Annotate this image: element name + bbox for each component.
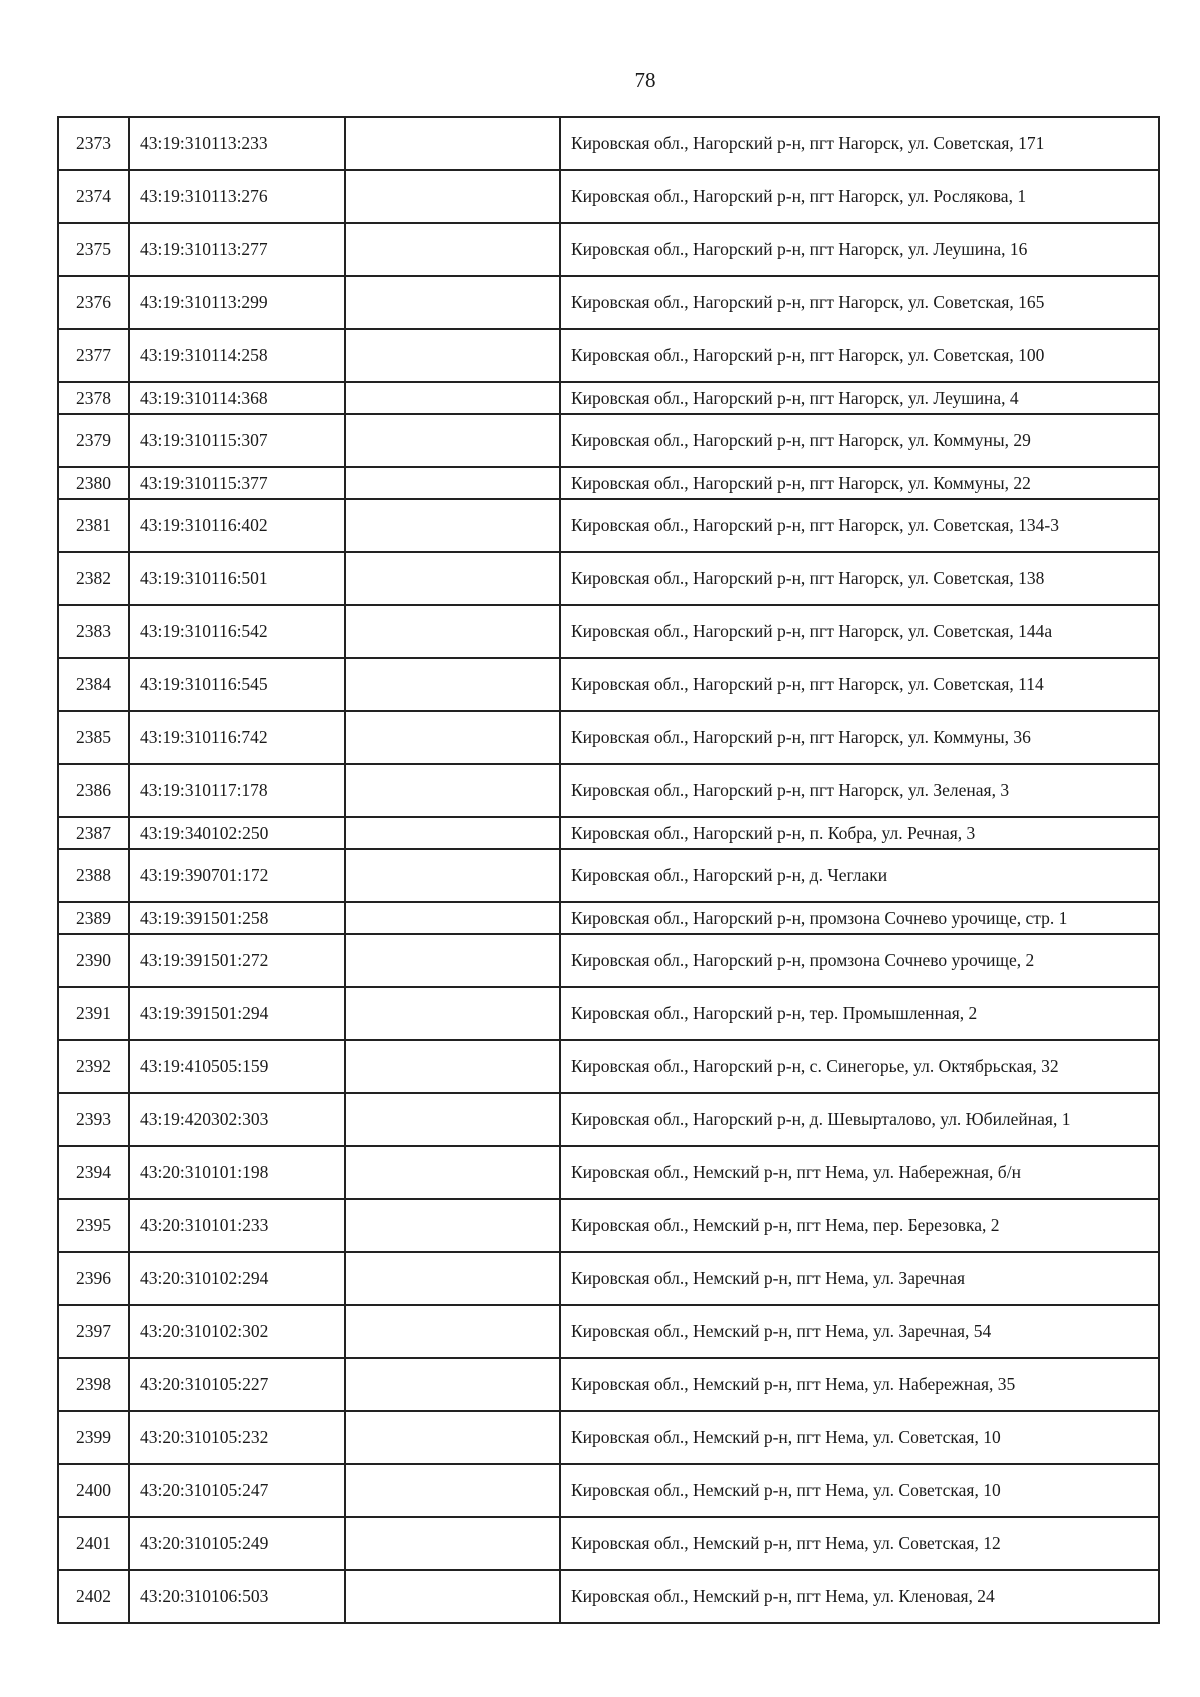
row-number-cell: 2381 <box>58 499 129 552</box>
table-row <box>58 1146 1159 1199</box>
cadastral-number-cell: 43:20:310101:198 <box>129 1146 345 1199</box>
row-number-cell: 2400 <box>58 1464 129 1517</box>
address-cell: Кировская обл., Нагорский р-н, пгт Нагорск, ул. Советская, 165 <box>560 276 1159 329</box>
address-cell: Кировская обл., Немский р-н, пгт Нема, ул. Советская, 10 <box>560 1411 1159 1464</box>
address-cell: Кировская обл., Нагорский р-н, пгт Нагорск, ул. Рослякова, 1 <box>560 170 1159 223</box>
address-cell: Кировская обл., Нагорский р-н, тер. Промышленная, 2 <box>560 987 1159 1040</box>
empty-cell <box>345 1358 560 1411</box>
row-number-cell: 2378 <box>58 382 129 414</box>
row-number-cell: 2392 <box>58 1040 129 1093</box>
table-row <box>58 1517 1159 1570</box>
row-number-cell: 2382 <box>58 552 129 605</box>
cadastral-number-cell: 43:20:310106:503 <box>129 1570 345 1623</box>
table-row <box>58 987 1159 1040</box>
cadastral-number-cell: 43:19:310114:368 <box>129 382 345 414</box>
table-row <box>58 414 1159 467</box>
table-row <box>58 170 1159 223</box>
empty-cell <box>345 414 560 467</box>
empty-cell <box>345 605 560 658</box>
empty-cell <box>345 1517 560 1570</box>
empty-cell <box>345 658 560 711</box>
address-cell: Кировская обл., Нагорский р-н, пгт Нагорск, ул. Зеленая, 3 <box>560 764 1159 817</box>
row-number-cell: 2389 <box>58 902 129 934</box>
row-number-cell: 2385 <box>58 711 129 764</box>
cadastral-number-cell: 43:19:310116:402 <box>129 499 345 552</box>
table-row <box>58 1199 1159 1252</box>
table-row <box>58 1093 1159 1146</box>
row-number-cell: 2394 <box>58 1146 129 1199</box>
table-row <box>58 1358 1159 1411</box>
table-row <box>58 117 1159 170</box>
row-number-cell: 2384 <box>58 658 129 711</box>
cadastral-number-cell: 43:20:310105:249 <box>129 1517 345 1570</box>
address-cell: Кировская обл., Немский р-н, пгт Нема, ул. Кленовая, 24 <box>560 1570 1159 1623</box>
row-number-cell: 2373 <box>58 117 129 170</box>
address-cell: Кировская обл., Немский р-н, пгт Нема, ул. Заречная, 54 <box>560 1305 1159 1358</box>
empty-cell <box>345 1093 560 1146</box>
address-cell: Кировская обл., Нагорский р-н, пгт Нагорск, ул. Советская, 134-3 <box>560 499 1159 552</box>
table-row <box>58 849 1159 902</box>
empty-cell <box>345 329 560 382</box>
table-row <box>58 1252 1159 1305</box>
empty-cell <box>345 1570 560 1623</box>
empty-cell <box>345 764 560 817</box>
row-number-cell: 2402 <box>58 1570 129 1623</box>
cadastral-number-cell: 43:19:310113:277 <box>129 223 345 276</box>
address-cell: Кировская обл., Нагорский р-н, пгт Нагорск, ул. Советская, 171 <box>560 117 1159 170</box>
row-number-cell: 2380 <box>58 467 129 499</box>
empty-cell <box>345 1305 560 1358</box>
row-number-cell: 2386 <box>58 764 129 817</box>
table-row <box>58 223 1159 276</box>
address-cell: Кировская обл., Нагорский р-н, пгт Нагорск, ул. Советская, 114 <box>560 658 1159 711</box>
empty-cell <box>345 276 560 329</box>
row-number-cell: 2383 <box>58 605 129 658</box>
address-cell: Кировская обл., Немский р-н, пгт Нема, ул. Набережная, 35 <box>560 1358 1159 1411</box>
table-row <box>58 764 1159 817</box>
address-cell: Кировская обл., Нагорский р-н, пгт Нагорск, ул. Советская, 144а <box>560 605 1159 658</box>
empty-cell <box>345 170 560 223</box>
address-cell: Кировская обл., Нагорский р-н, д. Чеглаки <box>560 849 1159 902</box>
cadastral-number-cell: 43:19:310116:742 <box>129 711 345 764</box>
row-number-cell: 2377 <box>58 329 129 382</box>
cadastral-number-cell: 43:20:310105:232 <box>129 1411 345 1464</box>
table-row <box>58 934 1159 987</box>
property-table-body <box>58 117 1159 1623</box>
row-number-cell: 2399 <box>58 1411 129 1464</box>
row-number-cell: 2376 <box>58 276 129 329</box>
table-row <box>58 276 1159 329</box>
table-row <box>58 902 1159 934</box>
cadastral-number-cell: 43:19:310113:276 <box>129 170 345 223</box>
empty-cell <box>345 1411 560 1464</box>
cadastral-number-cell: 43:19:310115:307 <box>129 414 345 467</box>
row-number-cell: 2374 <box>58 170 129 223</box>
address-cell: Кировская обл., Нагорский р-н, промзона Сочнево урочище, стр. 1 <box>560 902 1159 934</box>
address-cell: Кировская обл., Немский р-н, пгт Нема, ул. Советская, 12 <box>560 1517 1159 1570</box>
row-number-cell: 2397 <box>58 1305 129 1358</box>
address-cell: Кировская обл., Немский р-н, пгт Нема, ул. Заречная <box>560 1252 1159 1305</box>
cadastral-number-cell: 43:19:391501:294 <box>129 987 345 1040</box>
cadastral-number-cell: 43:19:310115:377 <box>129 467 345 499</box>
property-table <box>57 116 1160 1624</box>
row-number-cell: 2387 <box>58 817 129 849</box>
cadastral-number-cell: 43:19:390701:172 <box>129 849 345 902</box>
address-cell: Кировская обл., Нагорский р-н, пгт Нагорск, ул. Коммуны, 29 <box>560 414 1159 467</box>
table-row <box>58 1570 1159 1623</box>
empty-cell <box>345 1040 560 1093</box>
empty-cell <box>345 817 560 849</box>
address-cell: Кировская обл., Нагорский р-н, п. Кобра, ул. Речная, 3 <box>560 817 1159 849</box>
cadastral-number-cell: 43:19:310116:542 <box>129 605 345 658</box>
empty-cell <box>345 1199 560 1252</box>
row-number-cell: 2393 <box>58 1093 129 1146</box>
empty-cell <box>345 902 560 934</box>
cadastral-number-cell: 43:20:310101:233 <box>129 1199 345 1252</box>
address-cell: Кировская обл., Нагорский р-н, д. Шевырталово, ул. Юбилейная, 1 <box>560 1093 1159 1146</box>
cadastral-number-cell: 43:20:310102:302 <box>129 1305 345 1358</box>
cadastral-number-cell: 43:19:310117:178 <box>129 764 345 817</box>
cadastral-number-cell: 43:19:310113:299 <box>129 276 345 329</box>
cadastral-number-cell: 43:19:391501:272 <box>129 934 345 987</box>
row-number-cell: 2379 <box>58 414 129 467</box>
row-number-cell: 2395 <box>58 1199 129 1252</box>
table-row <box>58 329 1159 382</box>
table-row <box>58 1464 1159 1517</box>
table-row <box>58 1040 1159 1093</box>
empty-cell <box>345 1146 560 1199</box>
address-cell: Кировская обл., Нагорский р-н, промзона Сочнево урочище, 2 <box>560 934 1159 987</box>
cadastral-number-cell: 43:19:420302:303 <box>129 1093 345 1146</box>
row-number-cell: 2375 <box>58 223 129 276</box>
empty-cell <box>345 934 560 987</box>
empty-cell <box>345 1464 560 1517</box>
page-number: 78 <box>634 68 656 92</box>
empty-cell <box>345 382 560 414</box>
cadastral-number-cell: 43:19:410505:159 <box>129 1040 345 1093</box>
cadastral-number-cell: 43:19:310113:233 <box>129 117 345 170</box>
row-number-cell: 2396 <box>58 1252 129 1305</box>
cadastral-number-cell: 43:19:310114:258 <box>129 329 345 382</box>
cadastral-number-cell: 43:19:340102:250 <box>129 817 345 849</box>
table-row <box>58 605 1159 658</box>
table-row <box>58 711 1159 764</box>
address-cell: Кировская обл., Немский р-н, пгт Нема, ул. Набережная, б/н <box>560 1146 1159 1199</box>
empty-cell <box>345 552 560 605</box>
cadastral-number-cell: 43:20:310105:247 <box>129 1464 345 1517</box>
address-cell: Кировская обл., Нагорский р-н, пгт Нагорск, ул. Коммуны, 22 <box>560 467 1159 499</box>
cadastral-number-cell: 43:19:310116:545 <box>129 658 345 711</box>
address-cell: Кировская обл., Немский р-н, пгт Нема, пер. Березовка, 2 <box>560 1199 1159 1252</box>
empty-cell <box>345 499 560 552</box>
cadastral-number-cell: 43:19:310116:501 <box>129 552 345 605</box>
address-cell: Кировская обл., Нагорский р-н, пгт Нагорск, ул. Леушина, 4 <box>560 382 1159 414</box>
row-number-cell: 2401 <box>58 1517 129 1570</box>
cadastral-number-cell: 43:19:391501:258 <box>129 902 345 934</box>
table-row <box>58 552 1159 605</box>
table-row <box>58 382 1159 414</box>
table-row <box>58 1411 1159 1464</box>
empty-cell <box>345 987 560 1040</box>
address-cell: Кировская обл., Нагорский р-н, пгт Нагорск, ул. Коммуны, 36 <box>560 711 1159 764</box>
row-number-cell: 2391 <box>58 987 129 1040</box>
address-cell: Кировская обл., Нагорский р-н, пгт Нагорск, ул. Советская, 100 <box>560 329 1159 382</box>
empty-cell <box>345 711 560 764</box>
row-number-cell: 2398 <box>58 1358 129 1411</box>
table-row <box>58 499 1159 552</box>
empty-cell <box>345 1252 560 1305</box>
table-row <box>58 658 1159 711</box>
cadastral-number-cell: 43:20:310102:294 <box>129 1252 345 1305</box>
table-row <box>58 1305 1159 1358</box>
address-cell: Кировская обл., Нагорский р-н, пгт Нагорск, ул. Леушина, 16 <box>560 223 1159 276</box>
row-number-cell: 2390 <box>58 934 129 987</box>
cadastral-number-cell: 43:20:310105:227 <box>129 1358 345 1411</box>
address-cell: Кировская обл., Нагорский р-н, пгт Нагорск, ул. Советская, 138 <box>560 552 1159 605</box>
empty-cell <box>345 467 560 499</box>
empty-cell <box>345 849 560 902</box>
table-row <box>58 817 1159 849</box>
empty-cell <box>345 223 560 276</box>
table-row <box>58 467 1159 499</box>
empty-cell <box>345 117 560 170</box>
address-cell: Кировская обл., Нагорский р-н, с. Синегорье, ул. Октябрьская, 32 <box>560 1040 1159 1093</box>
address-cell: Кировская обл., Немский р-н, пгт Нема, ул. Советская, 10 <box>560 1464 1159 1517</box>
row-number-cell: 2388 <box>58 849 129 902</box>
